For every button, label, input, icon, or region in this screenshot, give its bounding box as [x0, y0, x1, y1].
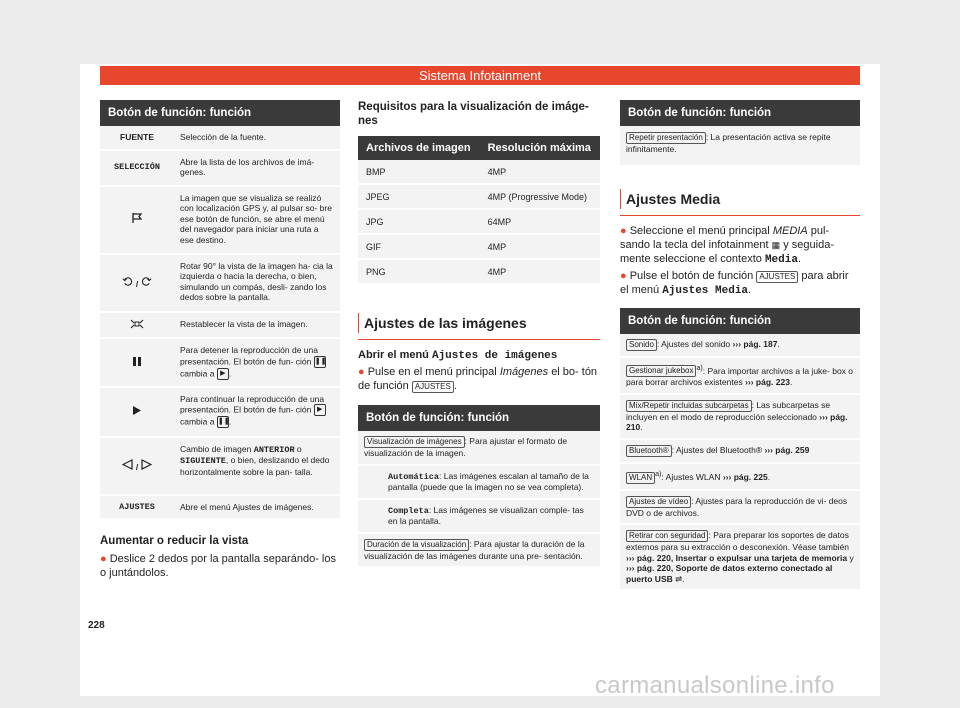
- requirements-title: Requisitos para la visualización de imáge- nes: [358, 101, 589, 127]
- function-table-title: Botón de función: función: [358, 405, 600, 431]
- list-item: WLAN $^{a)}$: Ajustes WLAN ››› pág. 225.: [620, 464, 860, 491]
- ajustes-button[interactable]: AJUSTES: [756, 271, 798, 283]
- media-settings-section: [620, 183, 860, 216]
- key-play[interactable]: [100, 387, 174, 437]
- table-row: [100, 387, 340, 437]
- table-row: PNG 4MP: [358, 259, 600, 284]
- list-item: Repetir presentación : La presentación activa se repite infinitamente.: [620, 126, 860, 167]
- jukebox-button[interactable]: Gestionar jukebox: [626, 365, 696, 377]
- col-header-resolution: Resolución máxima: [480, 136, 600, 160]
- previous-icon: [122, 459, 133, 470]
- column-2: Requisitos para la visualización de imáge- nes Archivos de imagen Resolución máxima BMP 4MP JPEG 4MP (Progressive Mode) JPG 64MP GIF 4MP PNG 4MP Ajustes de las imágenes Abrir el menú Ajustes de imágenes ● Pulse en el menú principal Imágenes el bo- tón de función AJUSTES . Botón de función: función Visualización de imágenes : Para ajustar el formato de visualización de la imagen. Automática: Las imágenes escalan al tamaño de la pantalla (puede que la imagen no se vea completa). Completa: Las imágenes se visualizan comple- tas en la pantalla. Duración de la visualización : Para ajustar la duración de la visualización de las imágenes durante una pre- sentación.: [358, 100, 600, 568]
- list-item: Automática: Las imágenes escalan al tamaño de la pantalla (puede que la imagen no se vea completa).: [358, 466, 600, 500]
- section-title: Ajustes de las imágenes: [364, 315, 527, 331]
- rotate-left-icon: [122, 276, 133, 287]
- menu-key-icon: ▦: [771, 239, 781, 250]
- bluetooth-button[interactable]: Bluetooth®: [626, 445, 672, 457]
- table-header-row: [358, 136, 600, 160]
- duracion-button[interactable]: Duración de la visualización: [364, 539, 469, 551]
- play-icon: [132, 405, 142, 416]
- usb-icon: ⇌: [675, 573, 683, 584]
- list-item: Visualización de imágenes : Para ajustar el formato de visualización de la imagen.: [358, 431, 600, 466]
- key-fuente[interactable]: FUENTE: [100, 126, 174, 150]
- ajustes-button[interactable]: AJUSTES: [412, 381, 454, 393]
- visualizacion-button[interactable]: Visualización de imágenes: [364, 436, 465, 448]
- table-row: [100, 150, 340, 186]
- play-icon: ▶: [314, 404, 326, 416]
- resolution-table: [358, 136, 600, 285]
- table-row: [100, 186, 340, 254]
- list-item: Ajustes de vídeo : Ajustes para la reproducción de vi- deos DVD o de archivos.: [620, 491, 860, 526]
- next-icon: [141, 459, 152, 470]
- table-row: [100, 437, 340, 495]
- function-table: [100, 126, 340, 520]
- function-table-title: Botón de función: función: [620, 100, 860, 126]
- column-1: [100, 100, 340, 580]
- key-prev-next[interactable]: [100, 437, 174, 495]
- list-item: Retirar con seguridad : Para preparar los soportes de datos externos para su extracción o desconexión. Véase también ››› pág. 220, Insertar o expulsar una tarjeta de memoria y ››› pág. 220, Soporte de datos externo conectado al puerto USB ⇌.: [620, 525, 860, 591]
- list-item: Gestionar jukebox $^{a)}$: Para importar archivos a la juke- box o para borrar archivos existentes ››› pág. 223.: [620, 358, 860, 395]
- wlan-button[interactable]: WLAN: [626, 472, 655, 484]
- page-number: 228: [88, 620, 105, 631]
- zoom-title: Aumentar o reducir la vista: [100, 535, 249, 547]
- key-ajustes[interactable]: AJUSTES: [100, 495, 174, 520]
- row-desc: Abre el menú Ajustes de imágenes.: [174, 495, 340, 520]
- table-row: [100, 312, 340, 339]
- image-settings-section: [358, 307, 600, 340]
- zoom-section: [100, 534, 340, 580]
- table-row: [100, 126, 340, 150]
- repetir-button[interactable]: Repetir presentación: [626, 132, 706, 144]
- bullet: ●: [100, 553, 107, 565]
- key-flag[interactable]: [100, 186, 174, 254]
- table-row: [100, 254, 340, 312]
- mix-repetir-button[interactable]: Mix/Repetir incluidas subcarpetas: [626, 400, 752, 412]
- pause-icon: ❚❚: [217, 416, 229, 428]
- play-icon: ▶: [217, 368, 229, 380]
- key-reset[interactable]: [100, 312, 174, 339]
- row-desc: Para continuar la reproducción de una presentación. El botón de fun- ción ▶ cambia a ❚❚.: [174, 387, 340, 437]
- zoom-text: Deslice 2 dedos por la pantalla separándo- los o juntándolos.: [100, 553, 336, 579]
- sonido-button[interactable]: Sonido: [626, 339, 657, 351]
- separator: /: [135, 278, 139, 289]
- key-rotate[interactable]: [100, 254, 174, 312]
- pause-icon: [132, 356, 142, 367]
- row-desc: Abre la lista de los archivos de imá- genes.: [174, 150, 340, 186]
- function-table-title: Botón de función: función: [100, 100, 340, 126]
- row-desc: Rotar 90° la vista de la imagen ha- cia la izquierda o hacia la derecha, o bien, simulando un compás, desli- zando los dedos sobre la pantalla.: [174, 254, 340, 312]
- retirar-button[interactable]: Retirar con seguridad: [626, 530, 708, 542]
- separator: /: [135, 461, 139, 472]
- list-item: Mix/Repetir incluidas subcarpetas : Las subcarpetas se incluyen en el modo de reproducción seleccionado ››› pág. 210.: [620, 395, 860, 440]
- row-desc: Para detener la reproducción de una presentación. El botón de fun- ción ❚❚ cambia a ▶ .: [174, 338, 340, 387]
- table-row: JPG 64MP: [358, 209, 600, 234]
- list-item: Duración de la visualización : Para ajustar la duración de la visualización de las imágenes durante una pre- sentación.: [358, 534, 600, 569]
- rotate-right-icon: [141, 276, 152, 287]
- list-item: Completa: Las imágenes se visualizan comple- tas en la pantalla.: [358, 500, 600, 534]
- list-item: Bluetooth® : Ajustes del Bluetooth® ››› pág. 259: [620, 440, 860, 464]
- table-row: BMP 4MP: [358, 160, 600, 184]
- watermark: carmanualsonline.info: [595, 672, 835, 699]
- table-row: GIF 4MP: [358, 234, 600, 259]
- reset-view-icon: [130, 319, 144, 329]
- list-item: Sonido : Ajustes del sonido ››› pág. 187.: [620, 334, 860, 358]
- page-header: Sistema Infotainment: [100, 66, 860, 85]
- column-3: Botón de función: función Repetir presentación : La presentación activa se repite infinitamente. Ajustes Media ● Seleccione el menú principal MEDIA pul- sando la tecla del infotainment ▦ y seguida- mente seleccione el contexto Media. ● Pulse el botón de función AJUSTES para abrir el menú Ajustes Media. Botón de función: función Sonido : Ajustes del sonido ››› pág. 187. Gestionar jukebox $^{a)}$: Para importar archivos a la juke- box o para borrar archivos existentes ››› pág. 223. Mix/Repetir incluidas subcarpetas : Las subcarpetas se incluyen en el modo de reproducción seleccionado ››› pág. 210. Bluetooth® : Ajustes del Bluetooth® ››› pág. 259 WLAN $^{a)}$: Ajustes WLAN ››› pág. 225. Ajustes de vídeo : Ajustes para la reproducción de vi- deos DVD o de archivos. Retirar con seguridad : Para preparar los soportes de datos externos para su extracción o desconexión. Véase también ››› pág. 220, Insertar o expulsar una tarjeta de memoria y ››› pág. 220, Soporte de datos externo conectado al puerto USB ⇌.: [620, 100, 860, 591]
- flag-icon: [131, 212, 143, 224]
- table-row: [100, 495, 340, 520]
- row-desc: Cambio de imagen ANTERIOR o SIGUIENTE, o bien, deslizando el dedo horizontalmente sobre la pan- talla.: [174, 437, 340, 495]
- table-row: [100, 338, 340, 387]
- section-title: Ajustes Media: [626, 190, 721, 207]
- function-table-title: Botón de función: función: [620, 308, 860, 334]
- row-desc: La imagen que se visualiza se realizó con localización GPS y, al pulsar so- bre ese botón de función, se abre el menú del navegador para iniciar una ruta a ese destino.: [174, 186, 340, 254]
- key-pause[interactable]: [100, 338, 174, 387]
- table-row: JPEG 4MP (Progressive Mode): [358, 184, 600, 209]
- row-desc: Restablecer la vista de la imagen.: [174, 312, 340, 339]
- key-seleccion[interactable]: SELECCIÓN: [100, 150, 174, 186]
- row-desc: Selección de la fuente.: [174, 126, 340, 150]
- pause-icon: ❚❚: [314, 356, 326, 368]
- video-settings-button[interactable]: Ajustes de vídeo: [626, 496, 691, 508]
- col-header-files: Archivos de imagen: [358, 136, 480, 160]
